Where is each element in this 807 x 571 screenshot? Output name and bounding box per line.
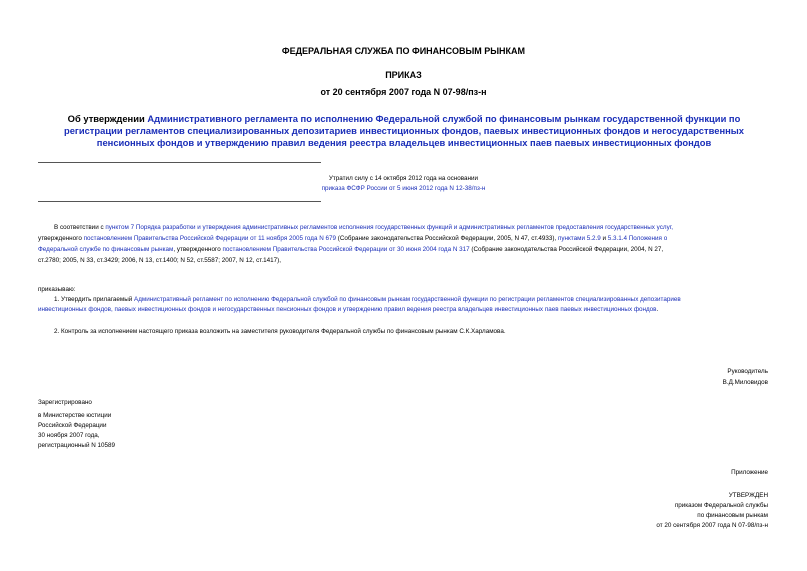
appendix-line: приказом Федеральной службы	[674, 502, 768, 509]
preamble-line-4: ст.2780; 2005, N 33, ст.3429; 2006, N 13, ст.1400; N 52, ст.5587; 2007, N 12, ст.1417),	[38, 257, 282, 264]
preamble-link-decree-317[interactable]: постановлением Правительства Российской Федерации от 30 июня 2004 года N 317	[222, 246, 470, 253]
title-prefix: Об утверждении	[67, 113, 148, 124]
item-1-link[interactable]: Административный регламент по исполнению Федеральной службой по финансовым рынкам государственной функции по регистрации регламентов специализированных депозитариев	[134, 296, 681, 303]
signature-name: В.Д.Миловидов	[722, 379, 768, 386]
registration-block	[38, 398, 258, 451]
order-word: приказываю:	[38, 286, 76, 293]
preamble-text-3: (Собрание законодательства Российской Федерации, 2005, N 47, ст.4933),	[336, 235, 558, 242]
divider-top	[38, 162, 321, 163]
agency-heading: ФЕДЕРАЛЬНАЯ СЛУЖБА ПО ФИНАНСОВЫМ РЫНКАМ	[281, 46, 526, 56]
preamble-text-2: утвержденного	[38, 235, 84, 242]
appendix-label: Приложение	[731, 469, 768, 476]
registration-line: в Министерстве юстиции	[38, 412, 112, 419]
preamble-line-1	[38, 223, 768, 233]
preamble-text-4: и	[600, 235, 608, 242]
registration-line: 30 ноября 2007 года,	[38, 432, 100, 439]
repeal-order-link[interactable]: приказа ФСФР России от 5 июня 2012 года N 12-38/пз-н	[321, 185, 486, 192]
preamble-text-1: В соответствии с	[54, 224, 106, 231]
item-1-suffix: .	[656, 306, 659, 313]
registration-line: Зарегистрировано	[38, 399, 92, 406]
preamble-link-fsfr[interactable]: Федеральной службе по финансовым рынкам	[38, 246, 174, 253]
preamble-link-5-3-1-4[interactable]: 5.3.1.4 Положения о	[607, 235, 668, 242]
status-line-2	[0, 184, 807, 194]
signature-role: Руководитель	[727, 368, 768, 375]
item-1-line-2	[38, 305, 778, 315]
item-1-line-1	[54, 295, 784, 305]
appendix-line: по финансовым рынкам	[697, 512, 768, 519]
item-1-link-continued[interactable]: инвестиционных фондов, паевых инвестиционных фондов и негосударственных пенсионных фондов и утверждению правил ведения реестра владельцев инвестиционных паев паевых инвестиционных фондов	[38, 306, 657, 313]
preamble-link-5-2-9[interactable]: пунктами 5.2.9	[557, 235, 601, 242]
preamble-link-decree-679[interactable]: постановлением Правительства Российской Федерации от 11 ноября 2005 года N 679	[83, 235, 336, 242]
item-1-prefix: 1. Утвердить прилагаемый	[54, 296, 135, 303]
document-date-number: от 20 сентября 2007 года N 07-98/пз-н	[320, 87, 487, 97]
registration-line: регистрационный N 10589	[38, 442, 116, 449]
document-type: ПРИКАЗ	[385, 70, 422, 80]
preamble-link-procedure[interactable]: пунктом 7 Порядка разработки и утверждения административных регламентов исполнения государственных функций и административных регламентов предоставления государственных услуг,	[105, 224, 674, 231]
status-line-1: Утратил силу с 14 октября 2012 года на основании	[328, 175, 479, 182]
registration-line: Российской Федерации	[38, 422, 107, 429]
divider-bottom	[38, 201, 321, 202]
approved-label: УТВЕРЖДЕН	[728, 492, 768, 499]
preamble-line-2	[38, 234, 778, 244]
appendix-line: от 20 сентября 2007 года N 07-98/пз-н	[656, 522, 768, 529]
item-2: 2. Контроль за исполнением настоящего приказа возложить на заместителя руководителя Федеральной службы по финансовым рынкам С.К.Харламова.	[54, 328, 506, 335]
document-title	[58, 113, 750, 149]
preamble-text-6: (Собрание законодательства Российской Федерации, 2004, N 27,	[469, 246, 664, 253]
appendix-approval-block	[540, 501, 768, 531]
title-link[interactable]: Административного регламента по исполнению Федеральной службой по финансовым рынкам государственной функции по регистрации регламентов специализированных депозитариев инвестиционных фондов, паевых инвестиционных фондов и негосударственных пенсионных фондов и утверждению правил ведения реестра владельцев инвестиционных паев паевых инвестиционных фондов	[63, 113, 745, 148]
preamble-text-5: , утвержденного	[173, 246, 223, 253]
preamble-line-3	[38, 245, 778, 255]
